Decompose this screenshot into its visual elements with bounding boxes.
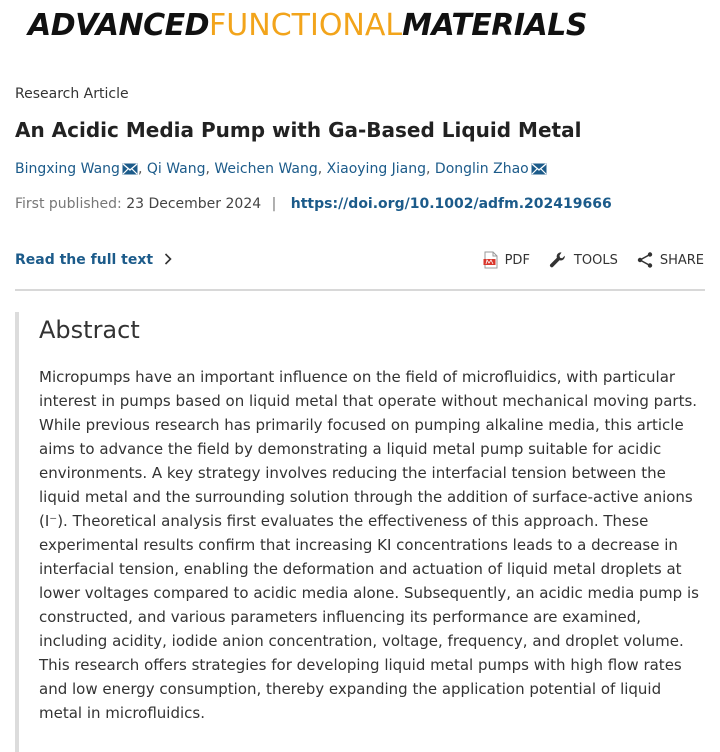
author-link[interactable]: Weichen Wang — [214, 161, 318, 177]
email-icon[interactable] — [531, 163, 547, 175]
pdf-button[interactable] — [483, 251, 530, 269]
email-icon[interactable] — [122, 163, 138, 175]
article-title: An Acidic Media Pump with Ga-Based Liquid Metal — [15, 118, 582, 142]
tools-label: TOOLS — [573, 252, 618, 268]
journal-logo[interactable] — [28, 6, 587, 46]
section-divider — [15, 289, 705, 291]
wrench-icon — [548, 250, 568, 270]
doi-link[interactable]: https://doi.org/10.1002/adfm.202419666 — [290, 196, 612, 212]
journal-logo-part-advanced: ADVANCED — [28, 8, 210, 43]
tools-button[interactable] — [548, 250, 618, 270]
author-link[interactable]: Bingxing Wang — [15, 161, 120, 177]
abstract-text: Micropumps have an important influence on the field of microfluidics, with particular interest in pumps based on liquid metal that operate without mechanical moving parts. While previous research has primarily focused on pumping alkaline media, this article aims to advance the field by demonstrating a liquid metal pump suitable for acidic environments. A key strategy involves reducing the interfacial tension between the liquid metal and the surrounding solution through the addition of surface-active anions (I⁻). Theoretical analysis first evaluates the effectiveness of this approach. These experimental results confirm that increasing KI concentrations leads to a decrease in interfacial tension, enabling the deformation and actuation of liquid metal droplets at lower voltages compared to acidic media alone. Subsequently, an acidic media pump is constructed, and various parameters influencing its performance are examined, including acidity, iodide anion concentration, voltage, frequency, and droplet volume. This research offers strategies for developing liquid metal pumps with high flow rates and low energy consumption, thereby expanding the application potential of liquid metal in microfluidics. — [39, 368, 699, 722]
author-link[interactable]: Qi Wang — [146, 161, 206, 177]
article-type: Research Article — [15, 86, 129, 102]
share-icon — [636, 251, 654, 269]
share-label: SHARE — [659, 252, 704, 268]
publication-meta — [15, 196, 612, 212]
read-full-text-link[interactable] — [15, 252, 172, 268]
article-tools-bar — [483, 250, 704, 270]
author-list — [15, 161, 547, 177]
pdf-label: PDF — [504, 252, 530, 268]
journal-logo-part-materials: MATERIALS — [402, 8, 587, 43]
abstract-heading: Abstract — [39, 316, 140, 344]
meta-separator: | — [271, 196, 277, 212]
journal-logo-part-functional: FUNCTIONAL — [209, 8, 403, 43]
published-date: 23 December 2024 — [126, 196, 262, 212]
chevron-right-icon — [164, 253, 172, 265]
author-separator: , — [426, 161, 431, 177]
author-separator: , — [137, 161, 143, 177]
abstract-section — [15, 312, 709, 752]
author-separator: , — [205, 161, 210, 177]
author-link[interactable]: Donglin Zhao — [434, 161, 529, 177]
pdf-icon — [483, 251, 499, 269]
published-label: First published: — [15, 196, 122, 212]
read-full-text-label: Read the full text — [15, 252, 154, 268]
author-link[interactable]: Xiaoying Jiang — [326, 161, 427, 177]
share-button[interactable] — [636, 251, 704, 269]
author-separator: , — [317, 161, 323, 177]
